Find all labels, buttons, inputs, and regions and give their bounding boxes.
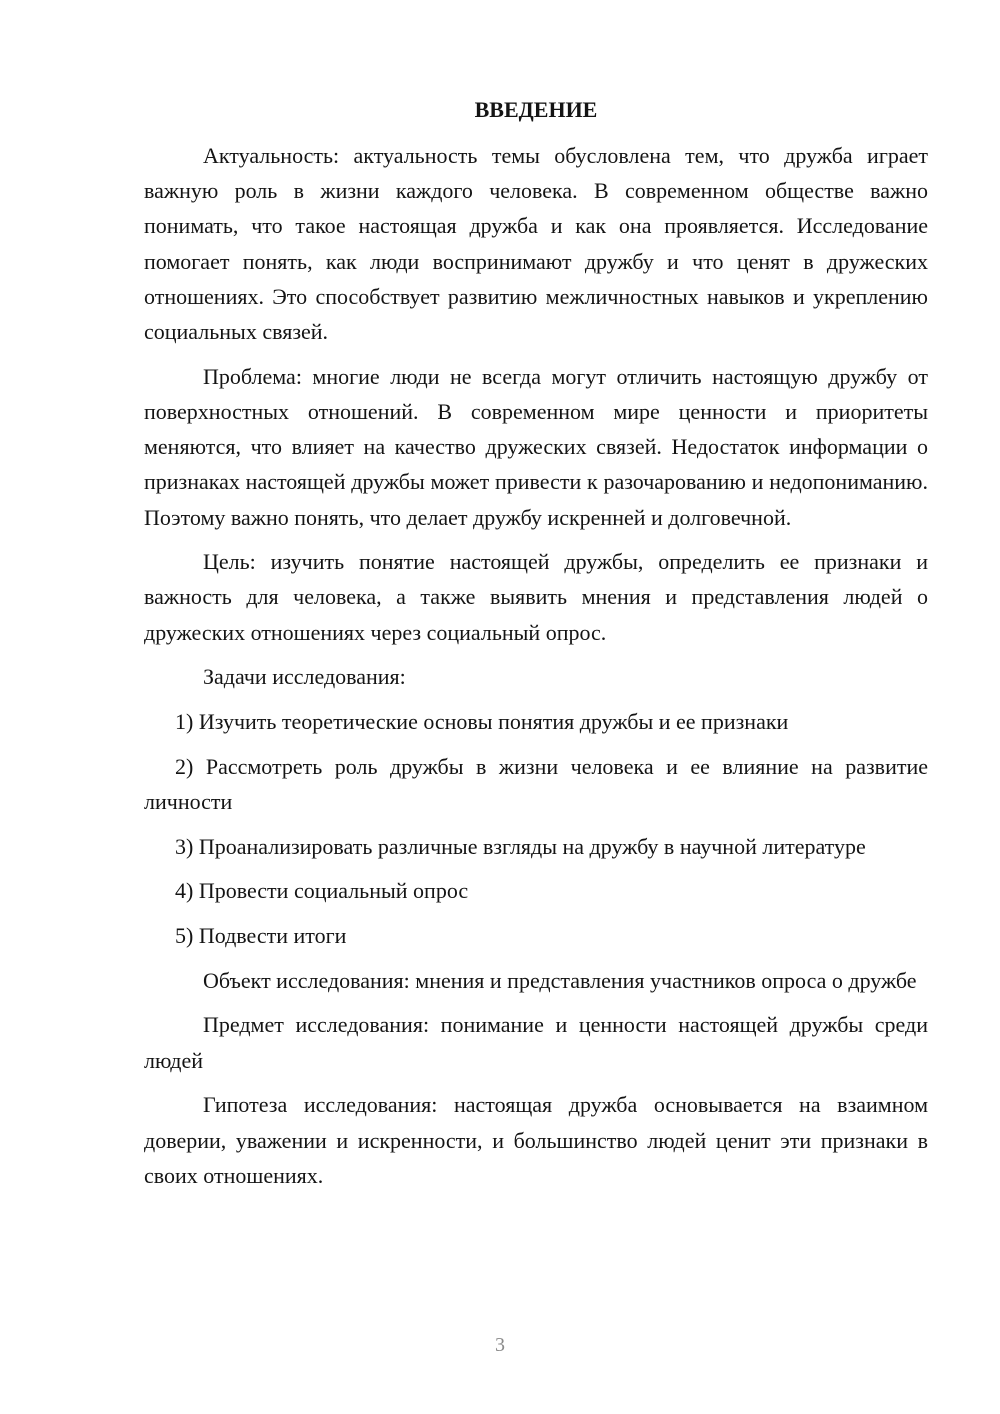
object-paragraph: Объект исследования: мнения и представления участников опроса о дружбе xyxy=(203,967,917,993)
document-page xyxy=(144,94,928,1202)
tasks-heading: Задачи исследования: xyxy=(203,664,406,690)
task-item: 1) Изучить теоретические основы понятия дружбы и ее признаки xyxy=(175,709,789,735)
problem-paragraph: Проблема: многие люди не всегда могут отличить настоящую дружбу от поверхностных отношений. В современном мире ценности и приоритеты меняются, что влияет на качество дружеских связей. Недостаток информации о признаках настоящей дружбы может привести к разочарованию и недопониманию. Поэтому важно понять, что делает дружбу искренней и долговечной. xyxy=(144,363,928,530)
task-item: 5) Подвести итоги xyxy=(175,923,347,949)
goal-paragraph: Цель: изучить понятие настоящей дружбы, определить ее признаки и важность для человека, а также выявить мнения и представления людей о дружеских отношениях через социальный опрос. xyxy=(144,549,928,645)
relevance-paragraph: Актуальность: актуальность темы обусловлена тем, что дружба играет важную роль в жизни каждого человека. В современном обществе важно понимать, что такое настоящая дружба и как она проявляется. Исследование помогает понять, как люди воспринимают дружбу и что ценят в дружеских отношениях. Это способствует развитию межличностных навыков и укреплению социальных связей. xyxy=(144,143,928,345)
page-number: 3 xyxy=(495,1334,505,1356)
subject-paragraph: Предмет исследования: понимание и ценности настоящей дружбы среди людей xyxy=(144,1012,928,1073)
page-title: ВВЕДЕНИЕ xyxy=(474,97,598,122)
hypothesis-paragraph: Гипотеза исследования: настоящая дружба основывается на взаимном доверии, уважении и искренности, и большинство людей ценит эти признаки в своих отношениях. xyxy=(144,1092,928,1188)
task-item: 2) Рассмотреть роль дружбы в жизни человека и ее влияние на развитие личности xyxy=(144,753,928,814)
task-item: 4) Провести социальный опрос xyxy=(175,878,469,904)
task-item: 3) Проанализировать различные взгляды на дружбу в научной литературе xyxy=(175,833,866,859)
